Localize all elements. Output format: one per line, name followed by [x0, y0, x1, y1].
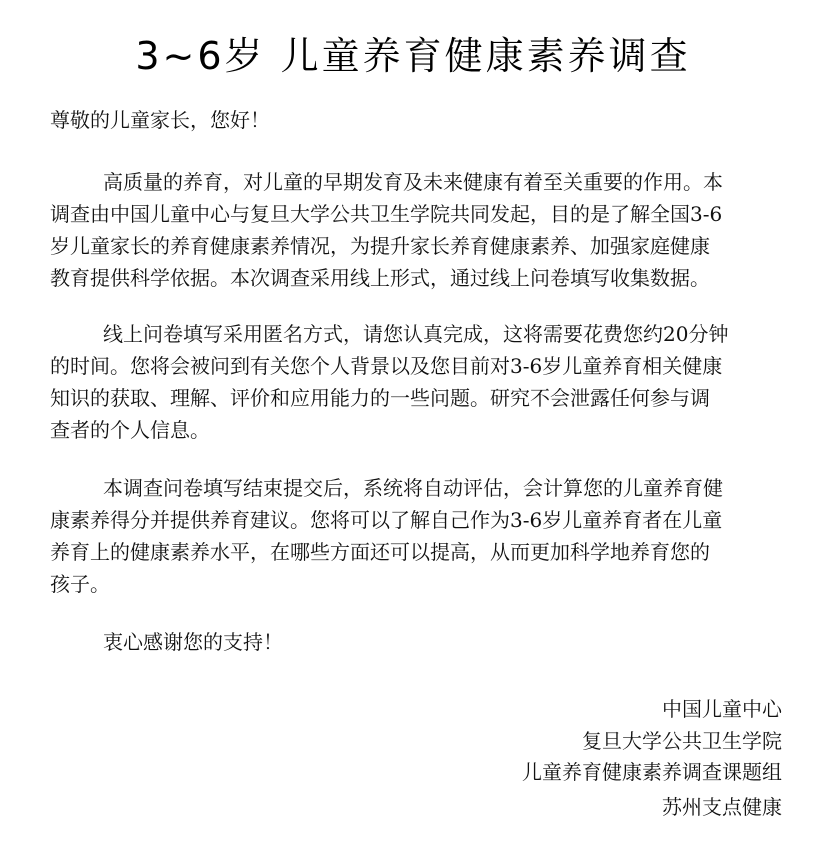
paragraph-line: 养育上的健康素养水平，在哪些方面还可以提高，从而更加科学地养育您的	[50, 540, 710, 564]
signature-china-childrens-center: 中国儿童中心	[662, 697, 782, 721]
paragraph-line: 的时间。您将会被问到有关您个人背景以及您目前对3-6岁儿童养育相关健康	[50, 354, 723, 378]
paragraph-line: 线上问卷填写采用匿名方式，请您认真完成，这将需要花费您约20分钟	[103, 322, 729, 346]
paragraph-line: 高质量的养育，对儿童的早期发育及未来健康有着至关重要的作用。本	[103, 170, 723, 194]
page-title: 3~6岁 儿童养育健康素养调查	[135, 34, 691, 78]
paragraph-line: 知识的获取、理解、评价和应用能力的一些问题。研究不会泄露任何参与调	[50, 386, 710, 410]
paragraph-line: 教育提供科学依据。本次调查采用线上形式，通过线上问卷填写收集数据。	[50, 266, 710, 290]
paragraph-instructions	[50, 318, 780, 446]
paragraph-line: 康素养得分并提供养育建议。您将可以了解自己作为3-6岁儿童养育者在儿童	[50, 508, 723, 532]
signature-research-group: 儿童养育健康素养调查课题组	[522, 760, 782, 784]
greeting-text: 尊敬的儿童家长，您好！	[50, 108, 270, 132]
signature-suzhou-zhidian: 苏州支点健康	[662, 795, 782, 819]
signature-fudan-public-health: 复旦大学公共卫生学院	[582, 729, 782, 753]
paragraph-evaluation	[50, 472, 780, 600]
thanks-text: 衷心感谢您的支持！	[103, 630, 283, 654]
paragraph-purpose	[50, 166, 780, 294]
paragraph-line: 查者的个人信息。	[50, 418, 210, 442]
paragraph-line: 本调查问卷填写结束提交后，系统将自动评估，会计算您的儿童养育健	[103, 476, 723, 500]
paragraph-line: 孩子。	[50, 572, 110, 596]
paragraph-line: 岁儿童家长的养育健康素养情况，为提升家长养育健康素养、加强家庭健康	[50, 234, 710, 258]
paragraph-line: 调查由中国儿童中心与复旦大学公共卫生学院共同发起，目的是了解全国3-6	[50, 202, 723, 226]
